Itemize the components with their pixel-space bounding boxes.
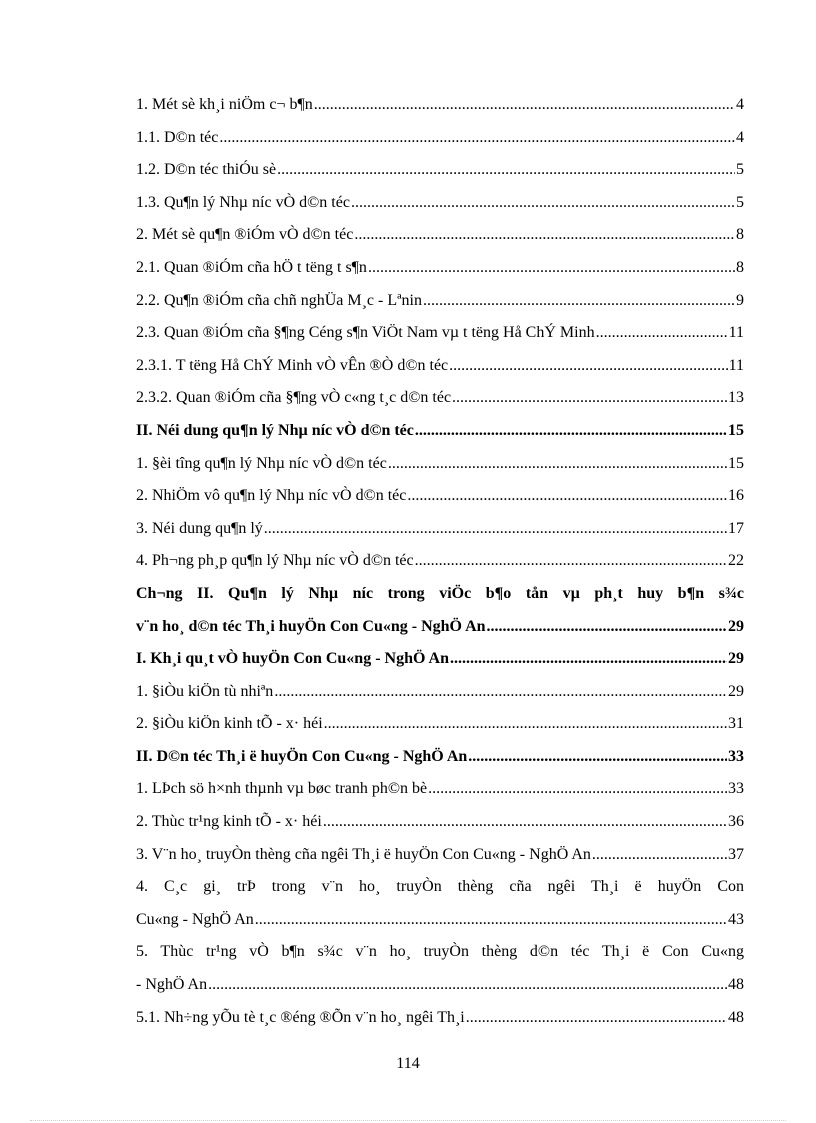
toc-entry: 2.1. Quan ®iÓm cña hÖ t tëng t s¶n ..... 8 xyxy=(136,257,744,279)
page-edge-divider xyxy=(30,1120,786,1121)
table-of-contents xyxy=(136,94,744,1039)
toc-entry: 1. LÞch sö h×nh thµnh vµ bøc tranh ph©n bè ..... 33 xyxy=(136,778,744,800)
toc-entry: 2. §iÒu kiÖn kinh tÕ - x· héi ..... 31 xyxy=(136,713,744,735)
toc-chapter-heading-line1: Ch¬ng II. Qu¶n lý Nhµ níc trong viÖc b¶o tån vµ ph¸t huy b¶n s¾c xyxy=(136,584,744,602)
toc-entry: 1.1. D©n téc ..... 4 xyxy=(136,127,744,149)
toc-entry: 1. Mét sè kh¸i niÖm c¬ b¶n ..... 4 xyxy=(136,94,744,116)
toc-entry: 1.2. D©n téc thiÓu sè ..... 5 xyxy=(136,159,744,181)
toc-section-heading: II. D©n téc Th¸i ë huyÖn Con Cu«ng - NghÖ An ..... 33 xyxy=(136,746,744,768)
toc-entry-wrapped-line2: Cu«ng - NghÖ An ..... 43 xyxy=(136,909,744,931)
toc-entry: 2.2. Qu¶n ®iÓm cña chñ nghÜa M¸c - Lªnin ..... 9 xyxy=(136,290,744,312)
toc-entry-wrapped-line1: 5. Thùc tr¹ng vÒ b¶n s¾c v¨n ho¸ truyÒn thèng d©n téc Th¸i ë Con Cu«ng xyxy=(136,943,744,961)
toc-entry: 2. NhiÖm vô qu¶n lý Nhµ níc vÒ d©n téc ..... 16 xyxy=(136,485,744,507)
toc-entry: 2. Mét sè qu¶n ®iÓm vÒ d©n téc ..... 8 xyxy=(136,224,744,246)
toc-entry: 2.3.2. Quan ®iÓm cña §¶ng vÒ c«ng t¸c d©n téc ..... 13 xyxy=(136,387,744,409)
toc-entry-wrapped-line1: 4. C¸c gi¸ trÞ trong v¨n ho¸ truyÒn thèng cña ngêi Th¸i ë huyÖn Con xyxy=(136,878,744,896)
toc-entry: 2.3.1. T tëng Hå ChÝ Minh vÒ vÊn ®Ò d©n téc ..... 11 xyxy=(136,355,744,377)
toc-entry: 3. Néi dung qu¶n lý ..... 17 xyxy=(136,518,744,540)
toc-entry: 2.3. Quan ®iÓm cña §¶ng Céng s¶n ViÖt Nam vµ t tëng Hå ChÝ Minh ..... 11 xyxy=(136,322,744,344)
toc-entry: 5.1. Nh÷ng yÕu tè t¸c ®éng ®Õn v¨n ho¸ ngêi Th¸i ..... 48 xyxy=(136,1007,744,1029)
toc-entry: 1. §èi tîng qu¶n lý Nhµ níc vÒ d©n téc ..... 15 xyxy=(136,453,744,475)
toc-entry: 3. V¨n ho¸ truyÒn thèng cña ngêi Th¸i ë huyÖn Con Cu«ng - NghÖ An ..... 37 xyxy=(136,844,744,866)
toc-chapter-heading-line2: v¨n ho¸ d©n téc Th¸i huyÖn Con Cu«ng - NghÖ An ..... 29 xyxy=(136,616,744,638)
toc-entry: 2. Thùc tr¹ng kinh tÕ - x· héi ..... 36 xyxy=(136,811,744,833)
page-number: 114 xyxy=(396,1055,420,1072)
toc-entry-wrapped-line2: - NghÖ An ..... 48 xyxy=(136,974,744,996)
toc-entry: 1.3. Qu¶n lý Nhµ níc vÒ d©n téc ..... 5 xyxy=(136,192,744,214)
toc-entry: 1. §iÒu kiÖn tù nhiªn ..... 29 xyxy=(136,681,744,703)
toc-entry: 4. Ph¬ng ph¸p qu¶n lý Nhµ níc vÒ d©n téc ..... 22 xyxy=(136,550,744,572)
toc-section-heading: I. Kh¸i qu¸t vÒ huyÖn Con Cu«ng - NghÖ An ..... 29 xyxy=(136,648,744,670)
toc-section-heading: II. Néi dung qu¶n lý Nhµ níc vÒ d©n téc ..... 15 xyxy=(136,420,744,442)
